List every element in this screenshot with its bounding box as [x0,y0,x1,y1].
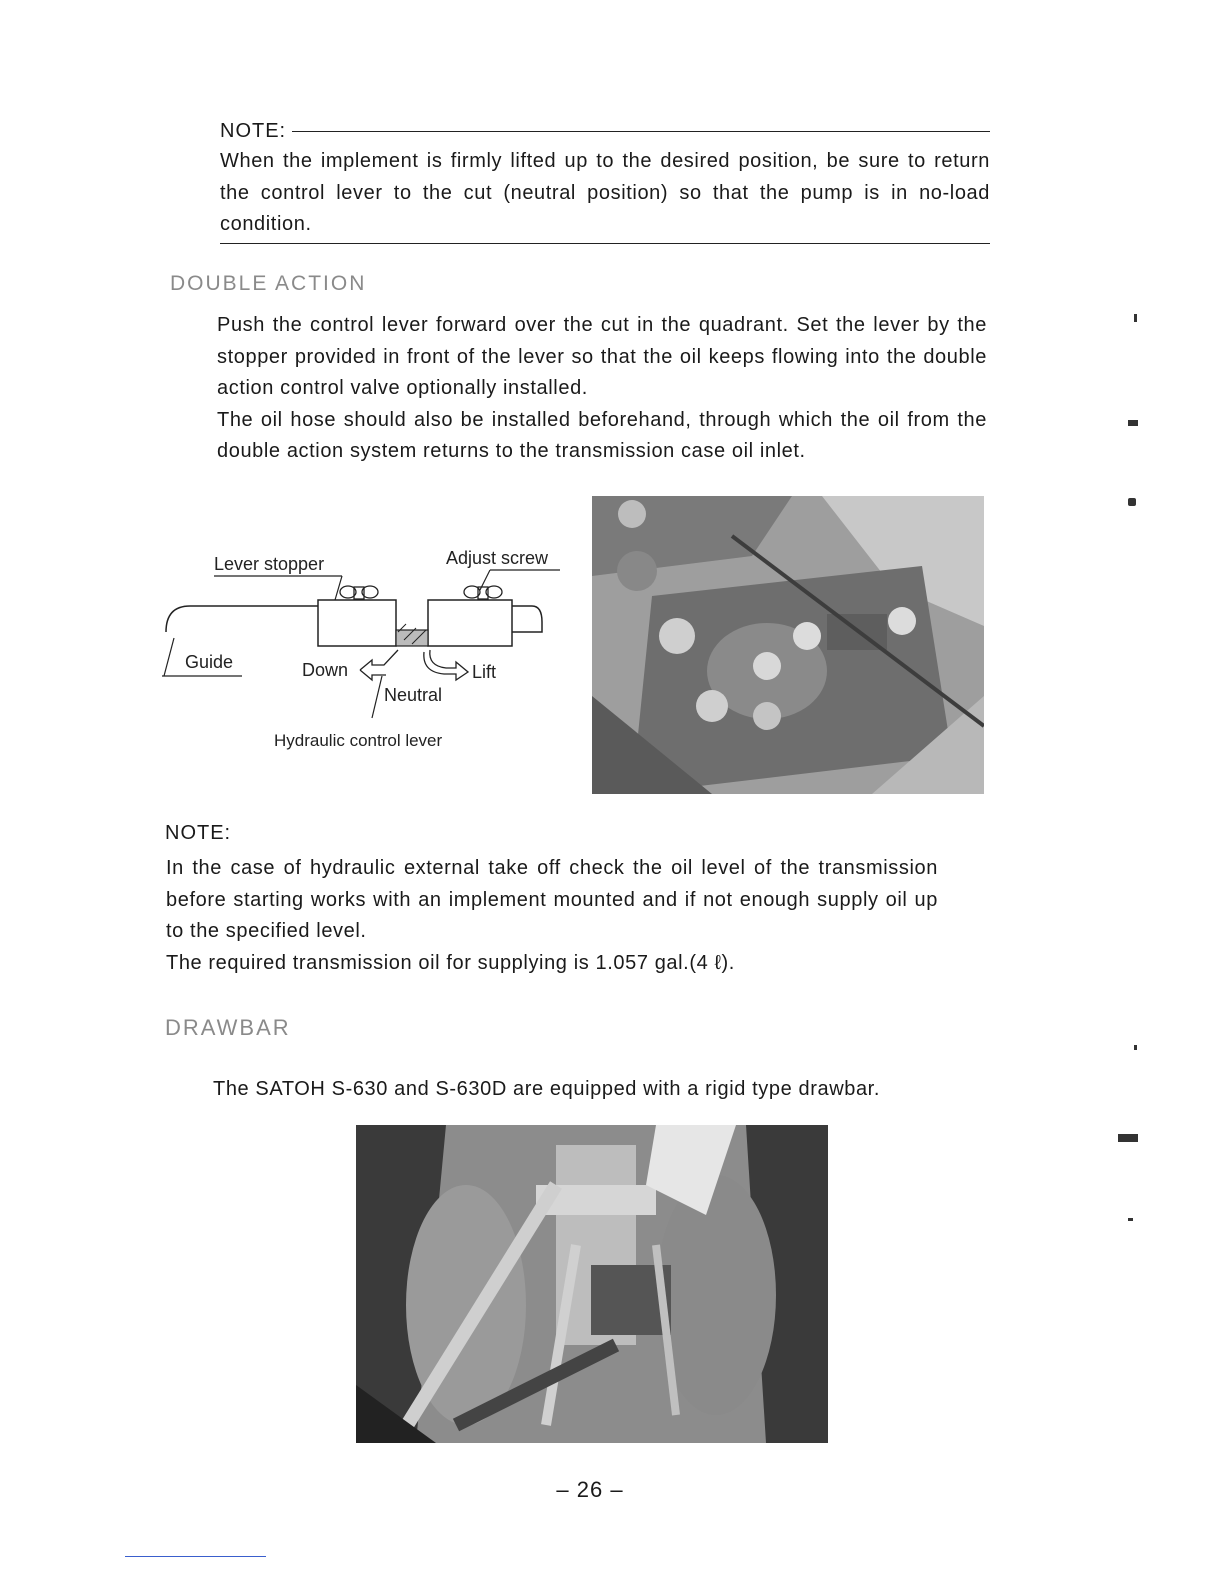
control-valve-photo [592,496,984,794]
label-lift: Lift [472,662,497,682]
down-arrow-icon [360,650,398,680]
double-action-paragraph-2: The oil hose should also be installed beforehand, through which the oil from the double action system returns to the transmission case oil inlet. [217,408,987,462]
wing-nut-icon [464,586,502,599]
note-text [220,146,990,241]
lever-diagram [160,540,560,760]
section-title-drawbar: DRAWBAR [165,1015,291,1040]
note-2-body: In the case of hydraulic external take off check the oil level of the transmission before starting works with an implement mounted and if not enough supply oil up to the specified level. [166,857,938,942]
guide-rail [166,606,318,632]
page-number: – 26 – [556,1477,624,1502]
label-adjust-screw: Adjust screw [446,548,549,568]
lever-stopper-leader [335,576,342,600]
note-heading-label: NOTE: [220,120,287,142]
note-2-heading: NOTE: [165,822,232,844]
label-lever-stopper: Lever stopper [214,554,325,574]
adjust-screw-block [428,600,512,646]
note-heading-rule [292,131,990,132]
label-hydraulic-control-lever: Hydraulic control lever [274,731,443,750]
label-guide: Guide [185,652,234,672]
control-valve-photo-image [592,496,984,794]
double-action-paragraph-1: Push the control lever forward over the cut in the quadrant. Set the lever by the stopper provided in front of the lever so that the oil keeps flowing into the double action control valve optionally installed. [217,314,987,399]
lever-stopper-block [318,600,396,646]
wing-nut-icon [340,586,378,599]
double-action-text [217,310,987,468]
scan-mark [1134,1045,1137,1050]
scan-mark [1118,1134,1138,1142]
drawbar-photo-image [356,1125,828,1443]
note-end-rule [220,243,990,244]
bottom-rule [125,1556,266,1557]
label-neutral: Neutral [384,685,443,705]
label-down: Down [302,660,349,680]
neutral-leader [372,676,382,718]
note-text-body: When the implement is firmly lifted up to the desired position, be sure to return the control lever to the cut (neutral position) so that the pump is in no-load condition. [220,150,990,235]
note-2-oil-quantity: The required transmission oil for supplying is 1.057 gal.(4 ℓ). [166,951,735,974]
note-2-text [166,853,938,979]
guide-leader [164,638,174,676]
lift-arrow-icon [424,650,468,680]
section-title-double-action: DOUBLE ACTION [170,272,367,295]
scan-mark [1128,420,1138,426]
drawbar-text: The SATOH S-630 and S-630D are equipped with a rigid type drawbar. [213,1078,880,1100]
scan-mark [1134,314,1137,322]
note-heading [220,120,990,143]
drawbar-photo [356,1125,828,1443]
scan-mark [1128,498,1136,506]
scan-mark [1128,1218,1133,1221]
